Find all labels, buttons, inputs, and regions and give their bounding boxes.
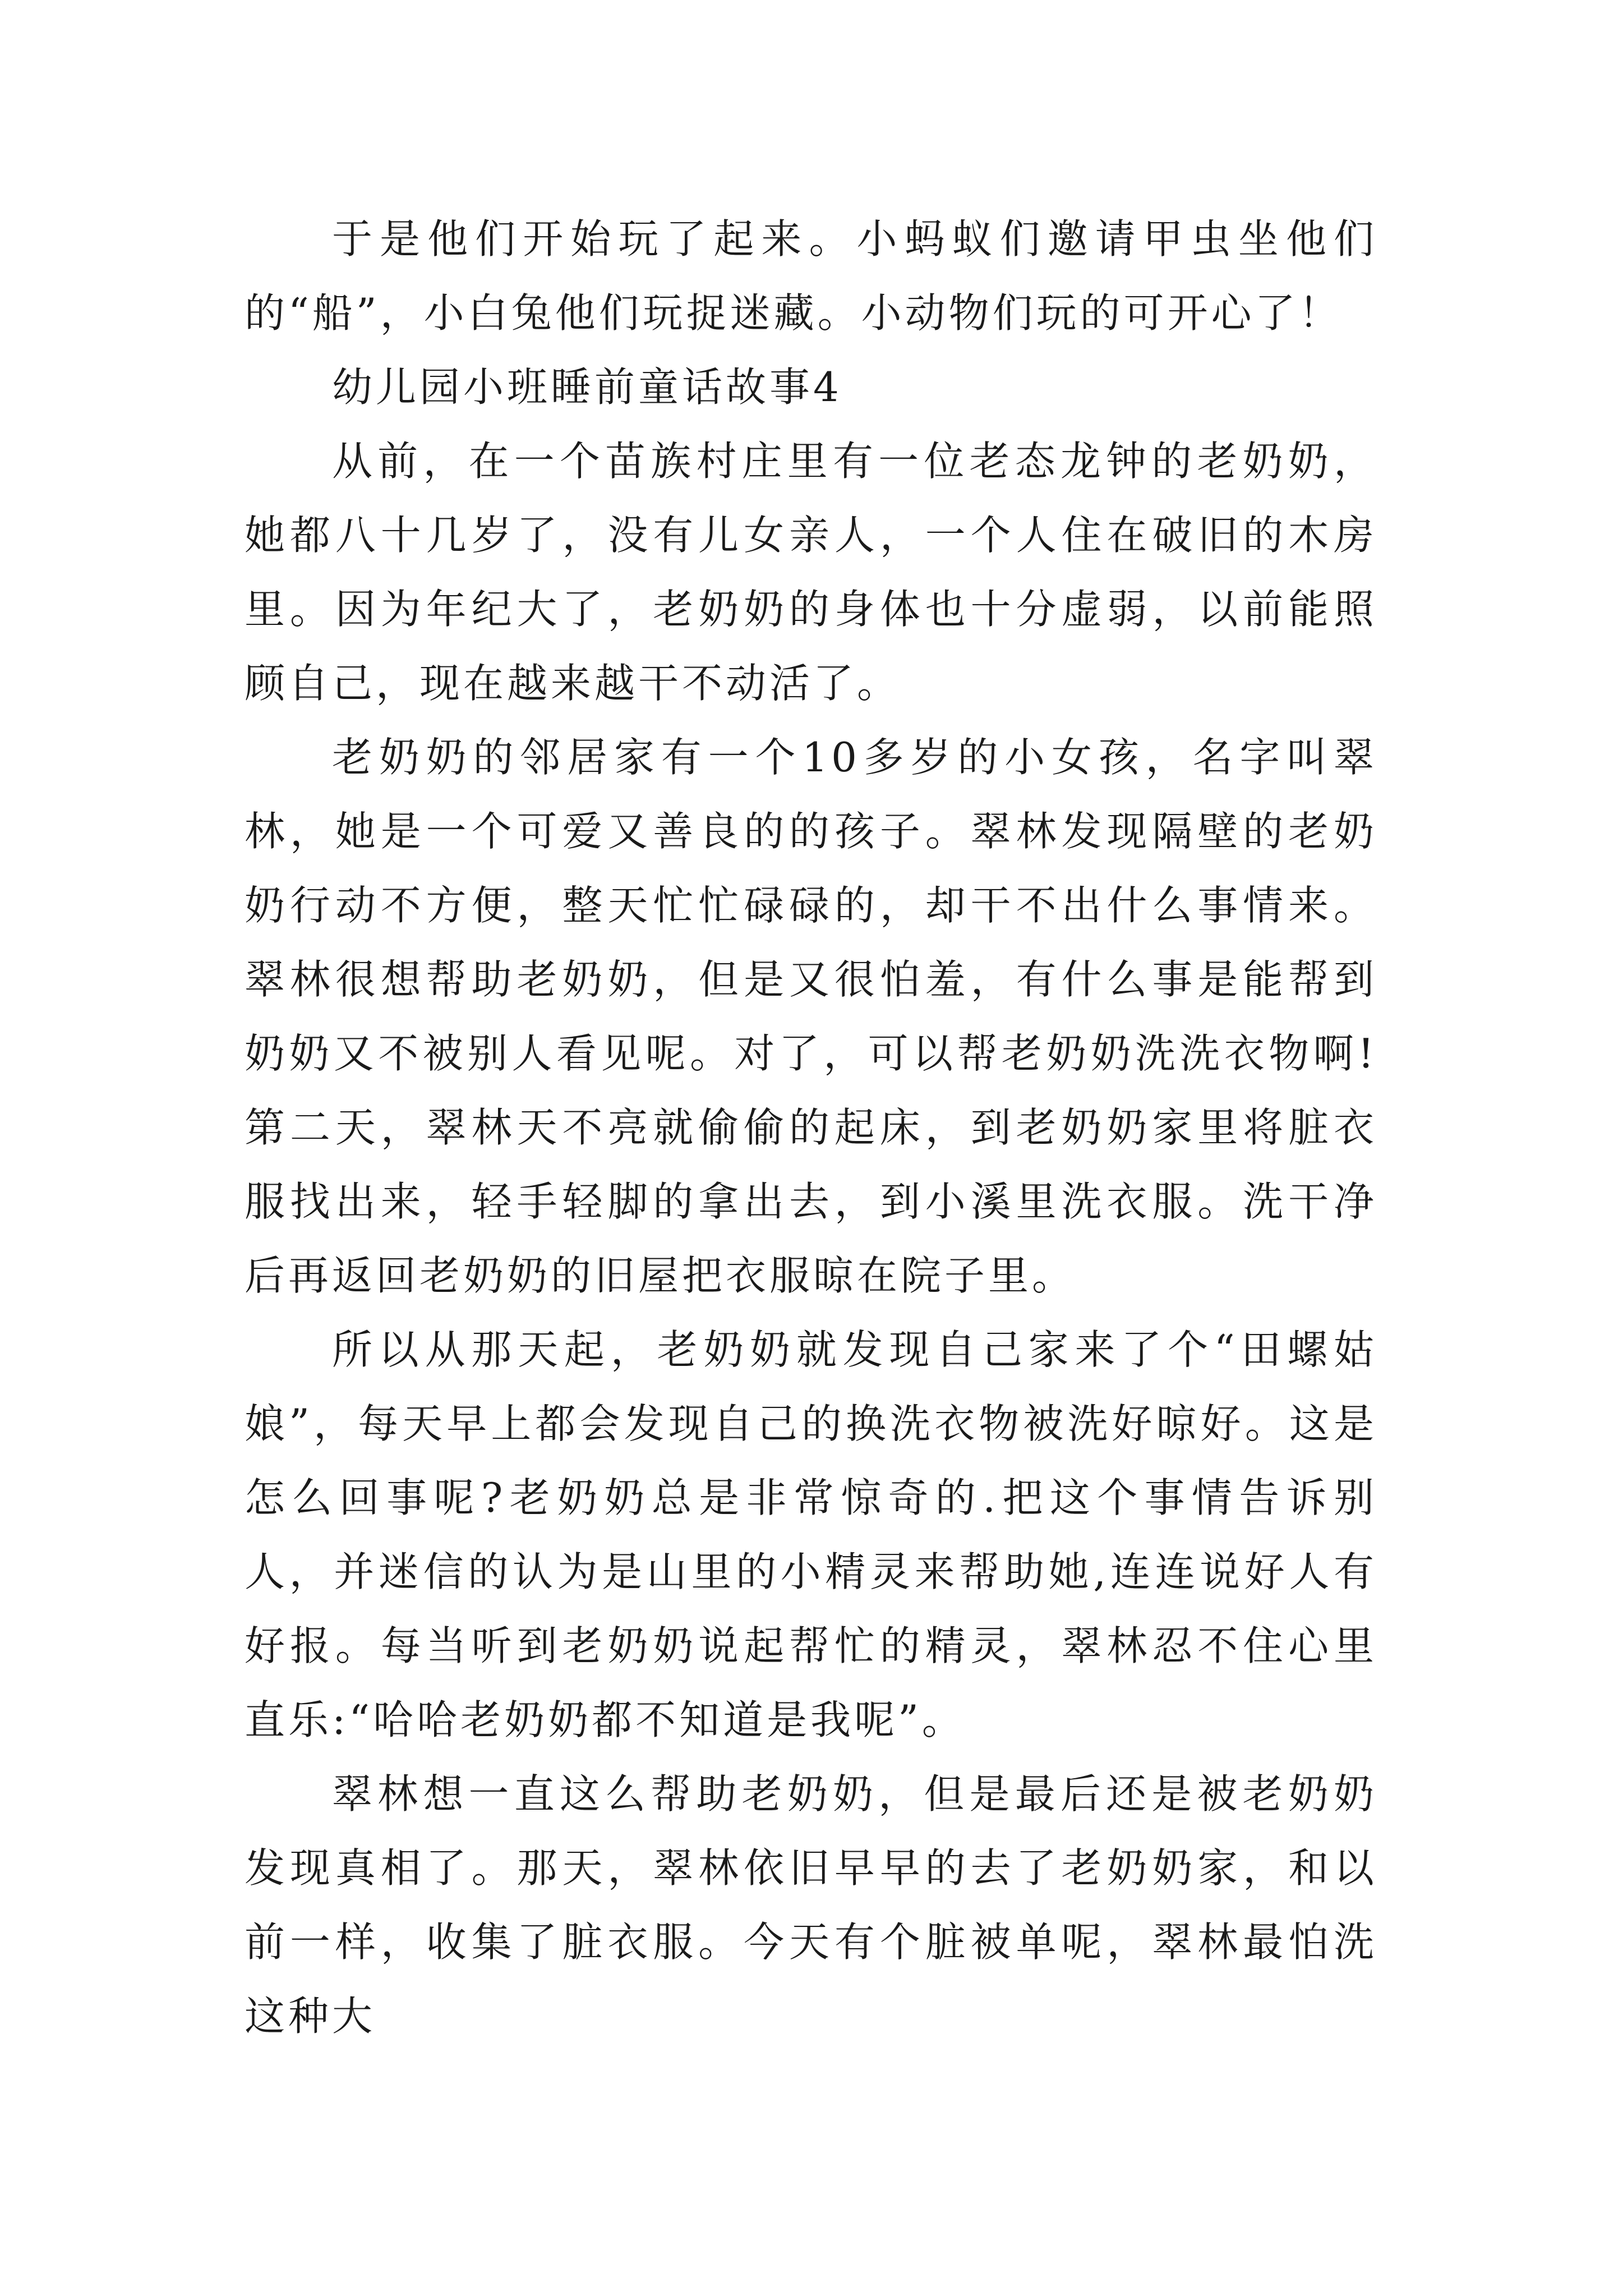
paragraph-5: 翠林想一直这么帮助老奶奶，但是最后还是被老奶奶发现真相了。那天，翠林依旧早早的去了老奶奶家，和以前一样，收集了脏衣服。今天有个脏被单呢，翠林最怕洗这种大: [245, 1770, 1377, 2040]
paragraph-2: 从前，在一个苗族村庄里有一位老态龙钟的老奶奶，她都八十几岁了，没有儿女亲人，一个人住在破旧的木房里。因为年纪大了，老奶奶的身体也十分虚弱，以前能照顾自己，现在越来越干不动活了。: [245, 438, 1377, 707]
paragraph-3: 老奶奶的邻居家有一个10多岁的小女孩，名字叫翠林，她是一个可爱又善良的的孩子。翠林发现隔壁的老奶奶行动不方便，整天忙忙碌碌的，却干不出什么事情来。翠林很想帮助老奶奶，但是又很怕羞，有什么事是能帮到奶奶又不被别人看见呢。对了，可以帮老奶奶洗洗衣物啊!第二天，翠林天不亮就偷偷的起床，到老奶奶家里将脏衣服找出来，轻手轻脚的拿出去，到小溪里洗衣服。洗干净后再返回老奶奶的旧屋把衣服晾在院子里。: [245, 734, 1377, 1299]
story-heading: 幼儿园小班睡前童话故事4: [332, 364, 842, 411]
paragraph-1: 于是他们开始玩了起来。小蚂蚁们邀请甲虫坐他们的“船”，小白兔他们玩捉迷藏。小动物们玩的可开心了！: [245, 215, 1377, 337]
story-text: [245, 202, 1377, 2053]
paragraph-4: 所以从那天起，老奶奶就发现自己家来了个“田螺姑娘”，每天早上都会发现自己的换洗衣物被洗好晾好。这是怎么回事呢?老奶奶总是非常惊奇的.把这个事情告诉别人，并迷信的认为是山里的小精灵来帮助她,连连说好人有好报。每当听到老奶奶说起帮忙的精灵，翠林忍不住心里直乐:“哈哈老奶奶都不知道是我呢”。: [245, 1326, 1377, 1743]
